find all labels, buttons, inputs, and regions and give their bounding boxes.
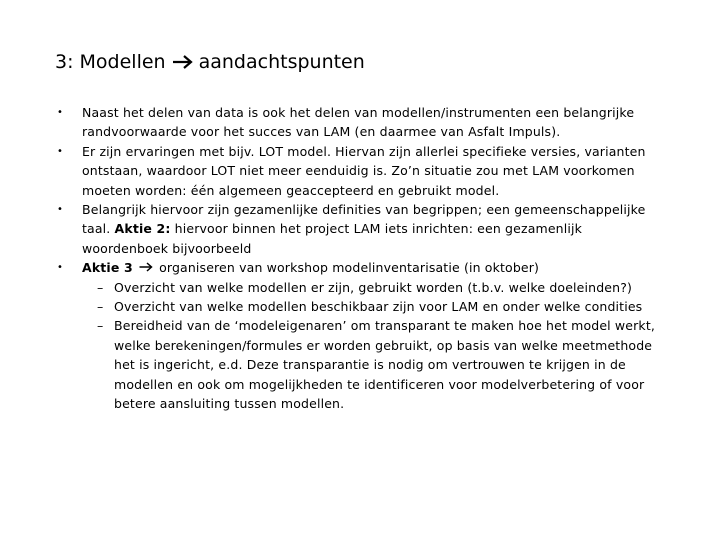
sub-item-text: Bereidheid van de ‘modeleigenaren’ om transparant te maken hoe het model werkt, welke berekeningen/formules er worden gebruikt, op basis van welke meetmethode het is ingericht, e.d. Deze transparantie is nodig om vertrouwen te krijgen in de modellen en ook om mogelijkheden te identificeren voor modelverbetering of voor betere aansluiting tussen modellen. [114,318,655,412]
bullet-dot: • [57,262,64,274]
sub-item [54,297,664,316]
sub-item-text: Overzicht van welke modellen er zijn, gebruikt worden (t.b.v. welke doeleinden?) [114,279,633,295]
arrow-right-icon [172,54,194,70]
bullet-text-before: Belangrijk hiervoor zijn gezamenlijke definities van begrippen; een gemeenschappelijke taal. [82,202,646,237]
title-text-part2: aandachtspunten [198,51,365,73]
bullet-item [54,200,664,258]
bullet-bold-action: Aktie 3 [82,260,133,276]
bullet-list [54,103,664,414]
bullet-item [54,258,664,277]
sub-item-dash: – [97,279,104,295]
slide-title [55,51,365,73]
title-text-part1: 3: Modellen [55,51,166,73]
bullet-bold-action: Aktie 2: [114,221,171,237]
bullet-dot: • [57,107,64,118]
bullet-text-after: organiseren van workshop modelinventarisatie (in oktober) [154,260,540,276]
sub-item-text: Overzicht van welke modellen beschikbaar zijn voor LAM en onder welke condities [114,299,643,315]
sub-item-dash: – [97,318,104,334]
bullet-dot: • [57,145,64,157]
sub-item [54,316,664,413]
sub-item-dash: – [97,299,104,315]
sub-item [54,278,664,297]
bullet-dot: • [57,204,64,216]
bullet-item [54,103,664,142]
bullet-text: Er zijn ervaringen met bijv. LOT model. Hiervan zijn allerlei specifieke versies, varianten ontstaan, waardoor LOT niet meer eenduidig is. Zo’n situatie zou met LAM voorkomen moeten worden: één algemeen geaccepteerd en gebruikt model. [82,143,646,198]
arrow-right-icon [139,262,153,272]
bullet-item [54,142,664,200]
bullet-text: Naast het delen van data is ook het delen van modellen/instrumenten een belangrijke randvoorwaarde voor het succes van LAM (en daarmee van Asfalt Impuls). [82,105,635,140]
bullet-text-after: hiervoor binnen het project LAM iets inrichten: een gezamenlijk woordenboek bijvoorbeeld [82,221,582,256]
